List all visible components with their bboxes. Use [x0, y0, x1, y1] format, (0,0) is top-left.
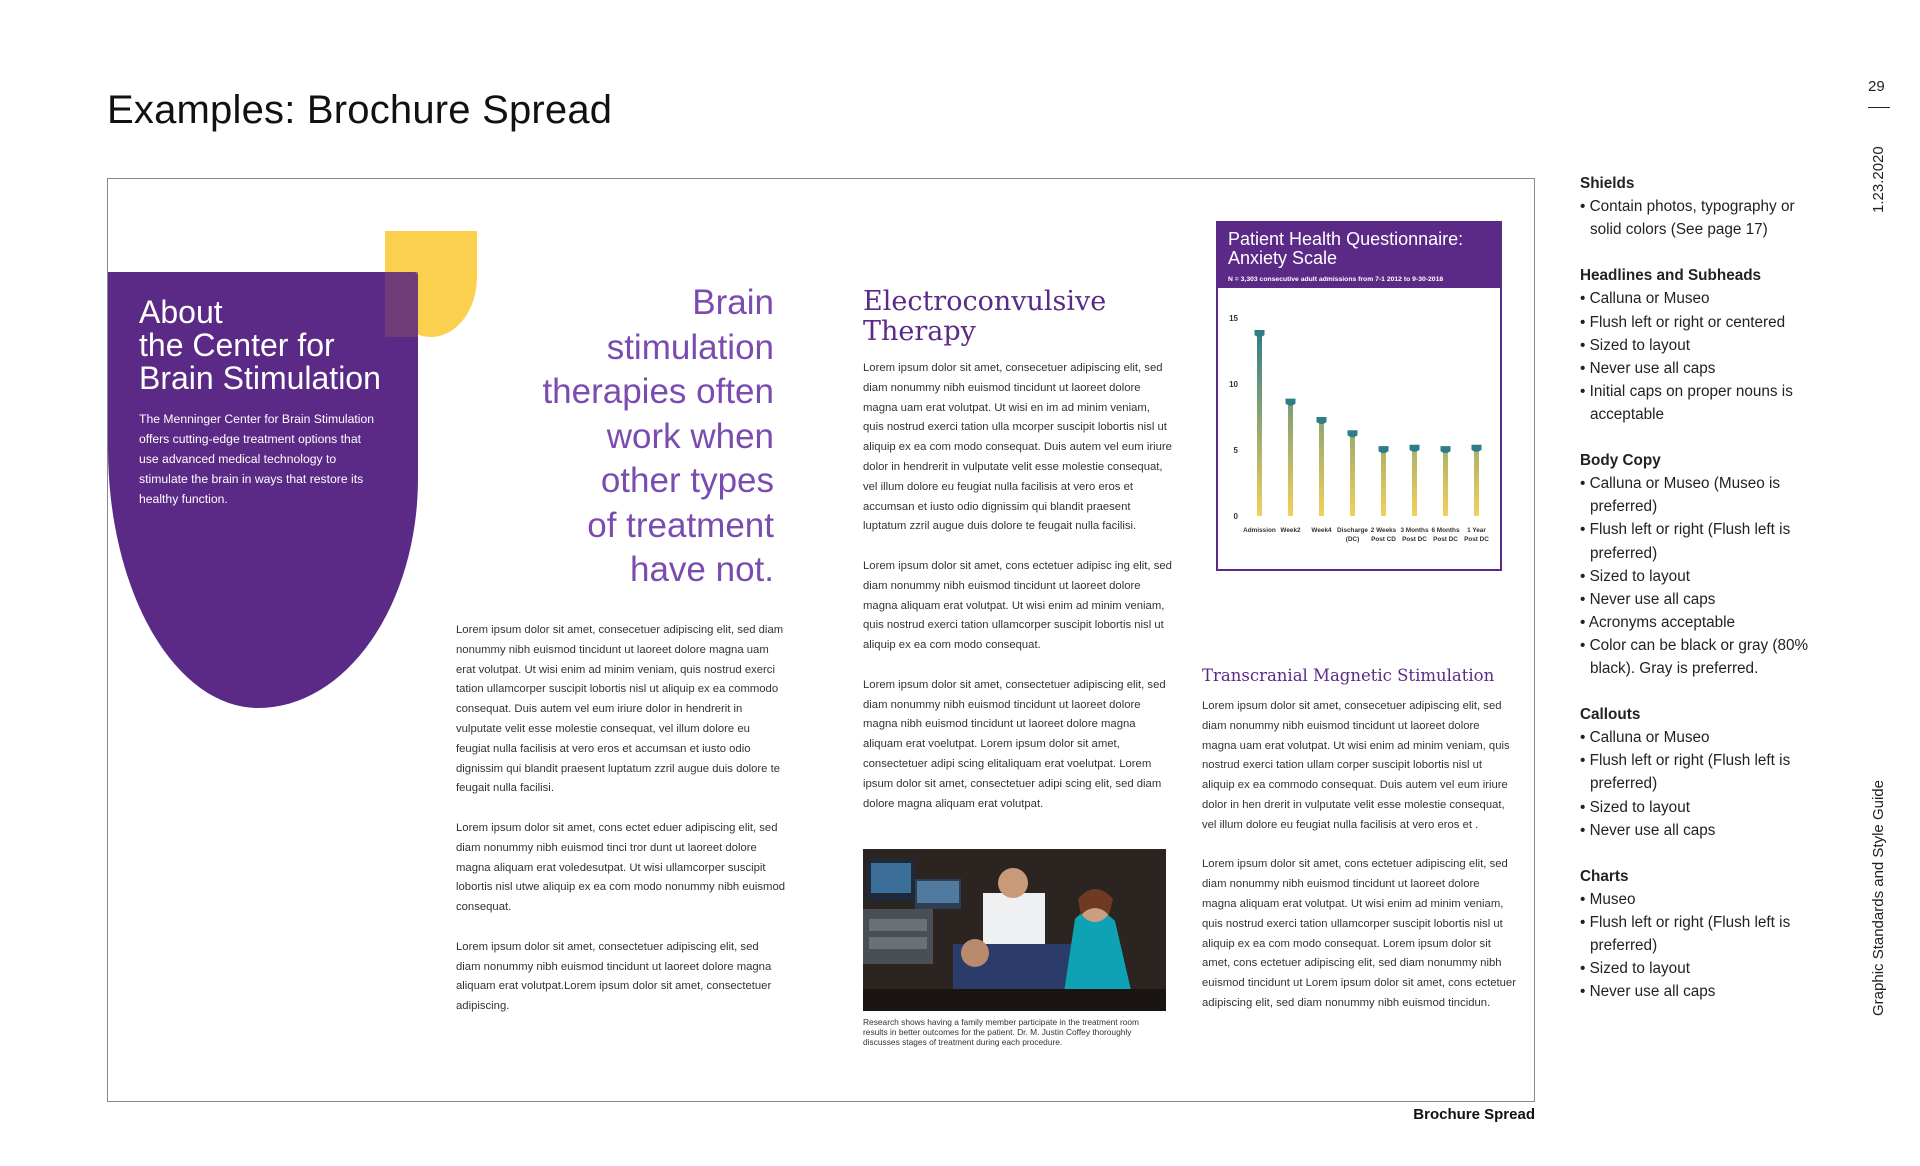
chart-bar-cap: [1410, 445, 1420, 452]
chart-bar-cap: [1255, 330, 1265, 337]
page-title: Examples: Brochure Spread: [107, 88, 613, 132]
body-column-3: [1202, 665, 1517, 1034]
body-paragraph: Lorem ipsum dolor sit amet, cons ectet eduer adipiscing elit, sed diam nonummy nibh euismod tinci tror dunt ut laoreet dolore magna aliquam erat voledesutpat. Ut wisi ullamcorper suscipit lobortis nisl utwe aliquip ex ea com modo nonummy nibh euismod consequat.: [456, 821, 786, 914]
body-paragraph: Lorem ipsum dolor sit amet, consectetuer adipiscing elit, sed diam nonummy nibh euismod tincidunt ut laoreet dolore magna nibh euismod tincidunt ut laoreet dolore magna aliquam erat voelutpat. Lorem ipsum dolor sit amet, consectetuer adipi scing elitaliquam erat voelutpat. Lorem ipsum dolor sit amet, consectetuer adipi scing elit, sed diam dolore magna aliquam erat volutpat.: [863, 678, 1166, 810]
body-paragraph: Lorem ipsum dolor sit amet, consecetuer adipiscing elit, sed diam nonummy nibh euismod tincidunt ut laoreet dolore magna uam erat volutpat. Ut wisi en im ad minim veniam, quis nostrud exerci tation ulla mcorper suscipit lobortis nisl ut aliquip ex ea com modo consequat. Duis autem vel eum iriure dolor in hendrerit in vulputate velit esse molestie consequat, vel illum dolore eu feugiat nulla facilisis at vero eros et accumsan et iusto odio dignissim qui blandit praesent luptatum zzril augue duis dolore te feugait nulla facilisi.: [863, 362, 1172, 533]
note-item: [1580, 287, 1830, 310]
x-tick-label: Admission: [1243, 527, 1276, 534]
note-item: [1580, 518, 1830, 564]
bullet-icon: •: [1580, 636, 1590, 654]
bullet-icon: •: [1580, 613, 1589, 631]
y-tick-label: 0: [1233, 512, 1238, 521]
chart-bar-cap: [1348, 430, 1358, 437]
bullet-icon: •: [1580, 382, 1590, 400]
note-item: [1580, 588, 1830, 611]
bullet-icon: •: [1580, 475, 1590, 493]
bullet-icon: •: [1580, 729, 1590, 747]
bullet-icon: •: [1580, 752, 1590, 770]
page-number: 29: [1868, 78, 1885, 95]
photo-caption: Research shows having a family member participate in the treatment room results in better outcomes for the patient. Dr. M. Justin Coffey thoroughly discusses stages of treatment during each procedure.: [863, 1017, 1140, 1047]
shield-overlap: [385, 272, 418, 337]
chart-bar-cap: [1379, 446, 1389, 453]
note-item: [1580, 911, 1830, 957]
note-item: [1580, 311, 1830, 334]
note-item-text: Never use all caps: [1589, 821, 1716, 839]
chart-bar: [1412, 449, 1417, 516]
body-paragraph: Lorem ipsum dolor sit amet, consecetuer adipiscing elit, sed diam nonummy nibh euismod tincidunt ut laoreet dolore magna uam erat volutpat. Ut wisi enim ad minim veniam, quis nostrud exerci tation ullamcorper suscipit lobortis nisl ut aliquip ex ea commodo consequat. Duis autem vel eum iriure dolor in hendrerit in vulputate velit esse molestie consequat, vel illum dolore eu feugiat nulla facilisis at vero eros et accumsan et iusto odio dignissim qui blandit praesent luptatum zzril augue duis dolore te feugait nulla facilisi.: [456, 624, 784, 795]
pull-quote-line: of treatment: [587, 505, 774, 545]
body-column-1: [456, 621, 786, 1037]
note-item: [1580, 634, 1830, 680]
chart-bar: [1319, 421, 1324, 516]
note-item-text: Sized to layout: [1589, 798, 1690, 816]
chart-bar: [1350, 434, 1355, 516]
guide-name: Graphic Standards and Style Guide: [1870, 780, 1887, 1016]
note-item-text: Never use all caps: [1589, 359, 1716, 377]
note-section: [1580, 703, 1830, 842]
chart-bar-cap: [1317, 417, 1327, 424]
bullet-icon: •: [1580, 290, 1590, 308]
chart-bar-cap: [1286, 399, 1296, 406]
note-item-text: Sized to layout: [1589, 336, 1690, 354]
note-item-text: Contain photos, typography or solid colors (See page 17): [1589, 198, 1795, 239]
document-date: 1.23.2020: [1870, 146, 1887, 213]
x-tick-label: (DC): [1345, 536, 1360, 543]
x-tick-label: Post DC: [1402, 536, 1427, 543]
note-item-text: Acronyms acceptable: [1588, 613, 1736, 631]
x-tick-label: Discharge: [1337, 527, 1368, 534]
bullet-icon: •: [1580, 198, 1590, 216]
bullet-icon: •: [1580, 960, 1590, 978]
treatment-photo: [863, 849, 1166, 1011]
body-paragraph: Lorem ipsum dolor sit amet, cons ectetuer adipisc ing elit, sed diam nonummy nibh euismod tincidunt ut laoreet dolore magna aliquam erat volutpat. Ut wisi enim ad minim veniam, quis nostrud exerci tation ullamcorper suscipit lobortis nisl ut aliquip ex ea com modo consequat.: [863, 559, 1172, 652]
y-tick-label: 10: [1229, 380, 1238, 390]
body-paragraph: Lorem ipsum dolor sit amet, consectetuer adipiscing elit, sed diam nonummy nibh euismod tincidunt ut laoreet dolore magna aliquam erat volutpat.Lorem ipsum dolor sit amet, consectetuer adipiscing.: [456, 940, 772, 1013]
bullet-icon: •: [1580, 821, 1590, 839]
x-tick-label: Post DC: [1464, 536, 1489, 543]
bullet-icon: •: [1580, 890, 1590, 908]
note-item-text: Calluna or Museo: [1589, 290, 1710, 308]
bullet-icon: •: [1580, 336, 1590, 354]
chart-card: [1216, 221, 1502, 571]
spread-caption: Brochure Spread: [1413, 1106, 1535, 1123]
treatment-photo-illustration: [863, 849, 1166, 1011]
ect-heading: [863, 287, 1173, 347]
page-number-rule: [1868, 107, 1890, 108]
y-tick-label: 5: [1233, 446, 1238, 456]
bullet-icon: •: [1580, 359, 1590, 377]
pull-quote-line: therapies often: [542, 372, 774, 411]
note-heading: Callouts: [1580, 706, 1641, 724]
note-item: [1580, 611, 1830, 634]
note-item-text: Flush left or right (Flush left is preferred): [1589, 521, 1791, 562]
chart-bar: [1288, 403, 1293, 516]
anxiety-scale-chart: [1218, 289, 1500, 571]
note-item-text: Color can be black or gray (80% black). Gray is preferred.: [1589, 636, 1809, 677]
note-item-text: Calluna or Museo (Museo is preferred): [1589, 475, 1781, 516]
shield-title-line: Brain Stimulation: [139, 360, 381, 396]
ect-heading-line: Therapy: [863, 316, 976, 347]
note-item-text: Flush left or right or centered: [1589, 313, 1786, 331]
note-item: [1580, 819, 1830, 842]
bullet-icon: •: [1580, 798, 1590, 816]
note-section: [1580, 449, 1830, 680]
note-item: [1580, 957, 1830, 980]
chart-title: Patient Health Questionnaire: Anxiety Scale: [1228, 229, 1464, 268]
pull-quote-line: other types: [600, 461, 774, 500]
note-item-text: Sized to layout: [1589, 567, 1690, 585]
chart-bar: [1381, 450, 1386, 516]
shield-title: [139, 296, 398, 395]
chart-bar-cap: [1441, 446, 1451, 453]
note-item-text: Museo: [1589, 890, 1636, 908]
note-item-text: Initial caps on proper nouns is acceptable: [1589, 382, 1793, 423]
note-item: [1580, 380, 1830, 426]
x-tick-label: Post CD: [1371, 536, 1396, 543]
bullet-icon: •: [1580, 914, 1590, 931]
chart-bar: [1257, 334, 1262, 516]
shield-body: The Menninger Center for Brain Stimulation offers cutting-edge treatment options that use advanced medical technology to stimulate the brain in ways that restore its healthy function.: [139, 412, 375, 506]
x-tick-label: 3 Months: [1400, 527, 1429, 534]
style-notes: [1580, 172, 1830, 1026]
purple-shield: [108, 272, 418, 708]
body-paragraph: Lorem ipsum dolor sit amet, consecetuer adipiscing elit, sed diam nonummy nibh euismod tincidunt ut laoreet dolore magna uam erat volutpat. Ut wisi enim ad minim veniam, quis nostrud exerci tation ullam corper suscipit lobortis nisl ut aliquip ex ea commodo consequat. Duis autem vel eum iriure dolor in hen drerit in vulputate velit esse molestie consequat, vel illum dolore eu feugiat nulla facilisis at vero eros et .: [1202, 700, 1510, 831]
body-column-2: [863, 287, 1173, 834]
pull-quote-line: have not.: [630, 550, 774, 589]
chart-bar: [1474, 449, 1479, 516]
chart-subtitle: N = 3,303 consecutive adult admissions from 7-1 2012 to 9-30-2018: [1228, 276, 1444, 283]
pull-quote: [542, 281, 774, 593]
bullet-icon: •: [1580, 567, 1590, 585]
note-item: [1580, 726, 1830, 749]
note-item: [1580, 980, 1830, 1003]
note-item: [1580, 796, 1830, 819]
pull-quote-line: work when: [606, 416, 774, 456]
note-item-text: Flush left or right (Flush left is preferred): [1589, 752, 1791, 793]
x-tick-label: 2 Weeks: [1370, 527, 1397, 534]
bullet-icon: •: [1580, 521, 1590, 539]
note-item-text: Never use all caps: [1589, 983, 1716, 1001]
note-item: [1580, 472, 1830, 518]
note-heading: Headlines and Subheads: [1580, 267, 1762, 285]
note-item: [1580, 888, 1830, 911]
note-item-text: Sized to layout: [1589, 960, 1690, 978]
chart-bar: [1443, 450, 1448, 516]
pull-quote-line: stimulation: [606, 327, 774, 367]
note-heading: Shields: [1580, 175, 1635, 192]
note-item: [1580, 357, 1830, 380]
x-tick-label: 1 Year: [1467, 527, 1486, 534]
note-item: [1580, 565, 1830, 588]
ect-heading-line: Electroconvulsive: [863, 286, 1107, 317]
note-item-text: Calluna or Museo: [1589, 729, 1710, 747]
bullet-icon: •: [1580, 313, 1590, 331]
tms-heading: Transcranial Magnetic Stimulation: [1202, 666, 1495, 685]
note-heading: Body Copy: [1580, 452, 1661, 470]
brochure-spread: [107, 178, 1535, 1102]
note-item-text: Never use all caps: [1589, 590, 1716, 608]
note-item: [1580, 195, 1830, 241]
x-tick-label: Week2: [1280, 527, 1301, 534]
x-tick-label: 6 Months: [1431, 527, 1460, 534]
chart-header: [1218, 223, 1500, 288]
x-tick-label: Post DC: [1433, 536, 1458, 543]
note-section: [1580, 264, 1830, 426]
y-tick-label: 15: [1229, 314, 1238, 324]
shield-title-line: About: [139, 294, 223, 330]
chart-bar-cap: [1472, 445, 1482, 452]
note-section: [1580, 172, 1830, 241]
bullet-icon: •: [1580, 983, 1590, 1001]
bullet-icon: •: [1580, 590, 1590, 608]
body-paragraph: Lorem ipsum dolor sit amet, cons ectetuer adipiscing elit, sed diam nonummy nibh euismod tincidunt ut laoreet dolore magna aliquam erat volutpat. Ut wisi enim ad minim veniam, quis nostrud exerci tation ullamcorper suscipit lobortis nisl ut aliquip ex ea com modo consequat. Lorem ipsum dolor sit amet, cons ectetuer adipiscing elit, sed diam nonummy nibh euismod tincidunt ut Lorem ipsum dolor sit amet, cons ectetuer adipiscing elit, sed diam nonummy nibh euismod tincidun.: [1202, 858, 1516, 1009]
shield-title-line: the Center for: [139, 327, 335, 363]
note-item: [1580, 749, 1830, 795]
note-heading: Charts: [1580, 867, 1629, 885]
note-section: [1580, 865, 1830, 1004]
note-item: [1580, 334, 1830, 357]
x-tick-label: Week4: [1311, 527, 1332, 534]
pull-quote-line: Brain: [692, 283, 774, 322]
note-item-text: Flush left or right (Flush left is preferred): [1589, 914, 1791, 955]
